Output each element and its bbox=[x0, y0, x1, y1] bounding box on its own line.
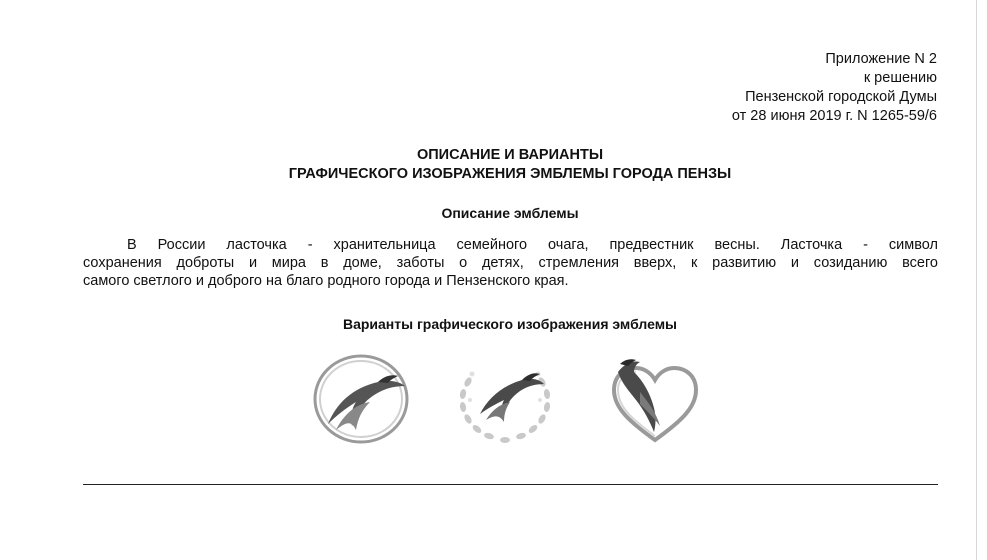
description-paragraph bbox=[83, 236, 938, 290]
paragraph-line-1: В России ласточка - хранительница семейного очага, предвестник весны. Ласточка - символ bbox=[127, 237, 938, 253]
description-heading: Описание эмблемы bbox=[441, 205, 579, 221]
appendix-line-3: Пензенской городской Думы bbox=[745, 89, 937, 105]
appendix-line-2: к решению bbox=[863, 70, 937, 86]
document-title bbox=[0, 146, 987, 184]
document-title-line-1: ОПИСАНИЕ И ВАРИАНТЫ bbox=[416, 147, 604, 163]
document-title-line-2: ГРАФИЧЕСКОГО ИЗОБРАЖЕНИЯ ЭМБЛЕМЫ ГОРОДА ПЕНЗЫ bbox=[288, 166, 732, 182]
horizontal-rule bbox=[83, 484, 938, 485]
appendix-line-1: Приложение N 2 bbox=[825, 51, 937, 67]
appendix-block bbox=[732, 50, 937, 126]
swallow-with-heart-icon bbox=[600, 352, 710, 447]
page-edge-line bbox=[976, 0, 977, 560]
swallow-in-wreath-icon bbox=[450, 352, 560, 447]
swallow-in-oval-icon bbox=[306, 352, 416, 447]
paragraph-line-3: самого светлого и доброго на благо родного города и Пензенского края. bbox=[83, 273, 569, 289]
variants-heading: Варианты графического изображения эмблемы bbox=[342, 316, 678, 332]
appendix-line-4: от 28 июня 2019 г. N 1265-59/6 bbox=[731, 108, 937, 124]
paragraph-line-2: сохранения доброты и мира в доме, заботы о детях, стремления вверх, к развитию и созиданию всего bbox=[83, 255, 938, 271]
